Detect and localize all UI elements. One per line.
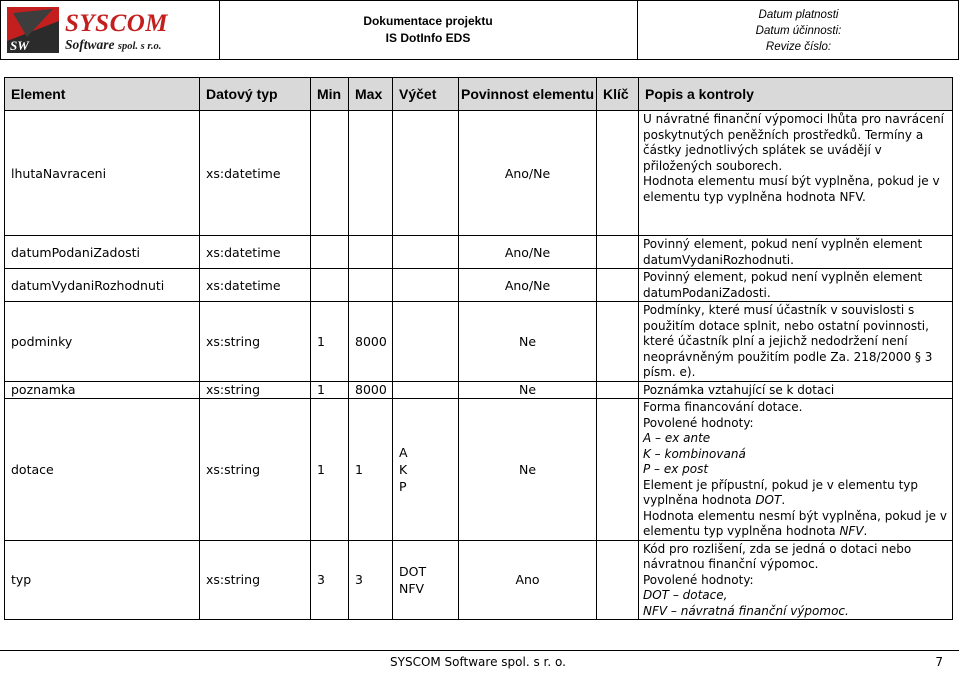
rule-text-end: . — [781, 493, 786, 507]
effective-date: Datum účinnosti: — [755, 25, 842, 37]
min-value: 1 — [311, 302, 349, 382]
validity-date: Datum platnosti — [758, 9, 839, 21]
description-line: U návratné finanční výpomoci lhůta pro navrácení poskytnutých peněžních prostředků. Termíny a částky jednotlivých splátek se uvádějí v přiložených souborech. — [643, 112, 944, 173]
table-row — [5, 111, 953, 236]
description-line: Povinný element, pokud není vyplněn element datumVydaniRozhodnuti. — [643, 237, 923, 267]
max-value: 8000 — [349, 381, 393, 399]
table-row — [5, 540, 953, 620]
column-header-max: Max — [349, 78, 393, 111]
min-value: 3 — [311, 540, 349, 620]
required-flag: Ano/Ne — [459, 269, 597, 302]
min-value: 1 — [311, 381, 349, 399]
key-flag — [597, 236, 639, 269]
page-number: 7 — [935, 655, 943, 669]
enum-values — [393, 111, 459, 236]
rule-value: DOT — [755, 493, 782, 507]
description-line: Podmínky, které musí účastník v souvislosti s použitím dotace splnit, nebo ostatní povinnosti, které účastník plní a jejichž nedodržení není neoprávněným použitím podle Za. 218/2000 § 3 písm. e). — [643, 303, 933, 379]
key-flag — [597, 302, 639, 382]
description — [639, 302, 953, 382]
rule-text: Hodnota elementu nesmí být vyplněna, pokud je v elementu typ vyplněna hodnota — [643, 508, 947, 538]
logo-brand: SYSCOM — [65, 10, 169, 37]
footer-divider — [0, 650, 959, 651]
allowed-value: NFV – návratná finanční výpomoc. — [643, 603, 849, 618]
table-row — [5, 399, 953, 541]
rule-text: Element je přípustní, pokud je v elementu typ vyplněna hodnota — [643, 477, 919, 507]
enum-value: A — [399, 444, 408, 460]
min-value: 1 — [311, 399, 349, 541]
key-flag — [597, 399, 639, 541]
logo-sub-main: Software — [65, 37, 115, 52]
description-line: Forma financování dotace. — [643, 400, 803, 414]
max-value — [349, 236, 393, 269]
allowed-value: A – ex ante — [643, 431, 711, 445]
key-flag — [597, 111, 639, 236]
revision-number: Revize číslo: — [765, 41, 832, 53]
column-header-min: Min — [311, 78, 349, 111]
logo-sub-small: spol. s r.o. — [117, 41, 162, 52]
element-spec-table — [4, 77, 953, 620]
document-title: Dokumentace projektu — [363, 14, 493, 28]
allowed-value: DOT – dotace, — [643, 588, 728, 602]
description-line: Poznámka vztahující se k dotaci — [643, 382, 835, 397]
column-header-element: Element — [5, 78, 200, 111]
enum-values — [393, 302, 459, 382]
max-value — [349, 269, 393, 302]
description-rule — [643, 509, 950, 540]
enum-value: K — [399, 461, 408, 477]
max-value — [349, 111, 393, 236]
min-value — [311, 236, 349, 269]
logo-emblem-text: SW — [10, 38, 29, 53]
description-line: Povolené hodnoty: — [643, 572, 754, 587]
enum-value: DOT — [399, 563, 427, 579]
description — [639, 381, 953, 399]
logo-subtitle — [65, 37, 161, 55]
description-rule — [643, 478, 950, 509]
element-name: datumPodaniZadosti — [5, 236, 200, 269]
enum-values — [393, 399, 459, 541]
column-header-type: Datový typ — [200, 78, 311, 111]
data-type: xs:datetime — [200, 269, 311, 302]
required-flag: Ano/Ne — [459, 111, 597, 236]
syscom-emblem-icon — [7, 7, 59, 53]
enum-values — [393, 381, 459, 399]
key-flag — [597, 540, 639, 620]
max-value: 3 — [349, 540, 393, 620]
enum-values — [393, 269, 459, 302]
enum-values — [393, 236, 459, 269]
required-flag: Ano/Ne — [459, 236, 597, 269]
table-header-row — [5, 78, 953, 111]
column-header-required: Povinnost elementu — [459, 78, 597, 111]
element-name: poznamka — [5, 381, 200, 399]
footer-company: SYSCOM Software spol. s r. o. — [390, 655, 566, 669]
document-subtitle: IS DotInfo EDS — [385, 31, 471, 45]
column-header-description: Popis a kontroly — [639, 78, 953, 111]
description-line: Kód pro rozlišení, zda se jedná o dotaci nebo návratnou finanční výpomoc. — [643, 541, 912, 571]
description — [639, 399, 953, 541]
data-type: xs:string — [200, 381, 311, 399]
required-flag: Ano — [459, 540, 597, 620]
data-type: xs:string — [200, 399, 311, 541]
data-type: xs:string — [200, 540, 311, 620]
enum-value: P — [399, 478, 407, 494]
enum-value: NFV — [399, 580, 425, 596]
company-logo — [1, 1, 220, 59]
allowed-value: P – ex post — [643, 462, 709, 476]
rule-value: NFV — [839, 524, 864, 538]
table-row — [5, 236, 953, 269]
required-flag: Ne — [459, 302, 597, 382]
max-value: 1 — [349, 399, 393, 541]
required-flag: Ne — [459, 381, 597, 399]
data-type: xs:datetime — [200, 236, 311, 269]
element-name: typ — [5, 540, 200, 620]
revision-block — [639, 1, 958, 59]
column-header-key: Klíč — [597, 78, 639, 111]
rule-text-end: . — [863, 524, 868, 538]
allowed-value: K – kombinovaná — [643, 446, 746, 461]
description — [639, 236, 953, 269]
element-name: podminky — [5, 302, 200, 382]
required-flag: Ne — [459, 399, 597, 541]
page-header — [0, 0, 959, 60]
table-row — [5, 269, 953, 302]
key-flag — [597, 381, 639, 399]
key-flag — [597, 269, 639, 302]
description-line: Povolené hodnoty: — [643, 415, 754, 430]
data-type: xs:datetime — [200, 111, 311, 236]
document-title-block — [219, 1, 638, 59]
description — [639, 540, 953, 620]
element-name: datumVydaniRozhodnuti — [5, 269, 200, 302]
element-name: dotace — [5, 399, 200, 541]
description — [639, 111, 953, 236]
min-value — [311, 111, 349, 236]
description-line: Hodnota elementu musí být vyplněna, pokud je v elementu typ vyplněna hodnota NFV. — [643, 174, 940, 204]
table-row — [5, 381, 953, 399]
column-header-enum: Výčet — [393, 78, 459, 111]
table-row — [5, 302, 953, 382]
description — [639, 269, 953, 302]
min-value — [311, 269, 349, 302]
enum-values — [393, 540, 459, 620]
max-value: 8000 — [349, 302, 393, 382]
data-type: xs:string — [200, 302, 311, 382]
element-name: lhutaNavraceni — [5, 111, 200, 236]
description-line: Povinný element, pokud není vyplněn element datumPodaniZadosti. — [643, 270, 923, 300]
